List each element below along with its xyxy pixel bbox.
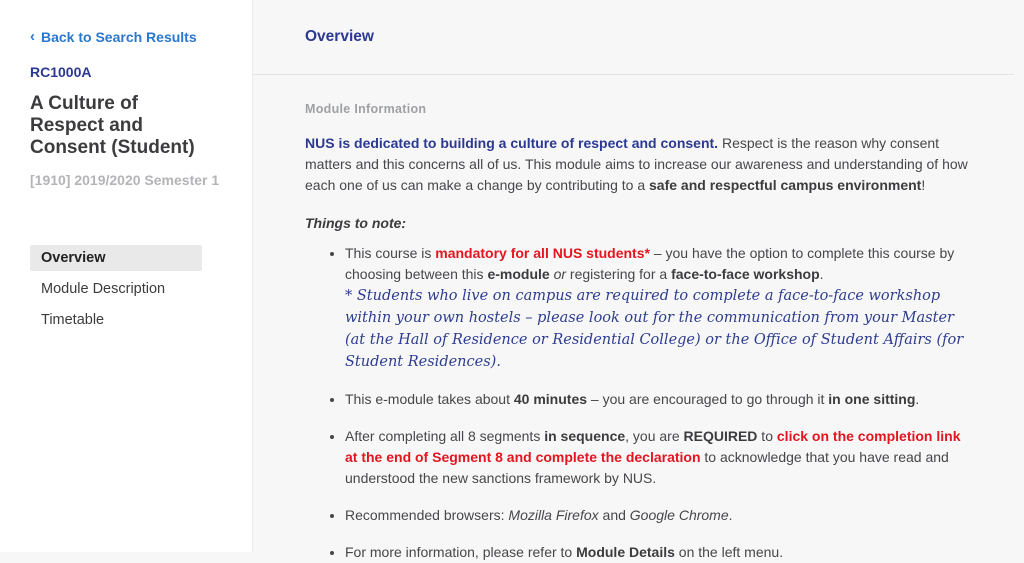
page-title: Overview [305, 28, 374, 45]
content-body [253, 75, 998, 563]
sidebar-item-module-description[interactable]: Module Description [41, 280, 166, 297]
sidebar-item-overview[interactable]: Overview [30, 245, 202, 271]
course-title: A Culture of Respect and Consent (Student) [30, 92, 195, 158]
list-item: • This course is mandatory for all NUS students* – you have the option to complete this course by choosing between this e-module or registering for a face-to-face workshop. * Students who live on campus are required to complete a face-to-face workshop within your own hostels – please look out for the communication from your Master (at the Hall of Residence or Residential College) or the Office of Student Affairs (for Student Residences). [345, 243, 968, 373]
notes-list [305, 243, 968, 563]
things-to-note-heading: Things to note: [305, 215, 407, 231]
back-to-search-link[interactable] [30, 29, 197, 45]
content-header [253, 0, 1014, 75]
semester-label: [1910] 2019/2020 Semester 1 [30, 171, 220, 188]
module-information-label: Module Information [305, 102, 427, 116]
list-item: • This e-module takes about 40 minutes – you are encouraged to go through it in one sitting. [345, 389, 968, 410]
back-link-label: Back to Search Results [41, 28, 197, 45]
list-item: • For more information, please refer to Module Details on the left menu. [345, 542, 968, 563]
sidebar-nav [30, 245, 202, 333]
list-item: • After completing all 8 segments in sequence, you are REQUIRED to click on the completion link at the end of Segment 8 and complete the declaration to acknowledge that you have read and understood the new sanctions framework by NUS. [345, 426, 968, 489]
list-item: • Recommended browsers: Mozilla Firefox and Google Chrome. [345, 505, 968, 526]
sidebar-item-timetable[interactable]: Timetable [41, 311, 105, 328]
main-content [253, 0, 1024, 560]
module-intro-paragraph: NUS is dedicated to building a culture of respect and consent. Respect is the reason why consent matters and this concerns all of us. This module aims to increase our awareness and understanding of how each one of us can make a change by contributing to a safe and respectful campus environment! [305, 135, 968, 193]
chevron-left-icon: ‹ [30, 28, 35, 45]
sidebar [0, 0, 253, 552]
course-code: RC1000A [30, 63, 92, 80]
